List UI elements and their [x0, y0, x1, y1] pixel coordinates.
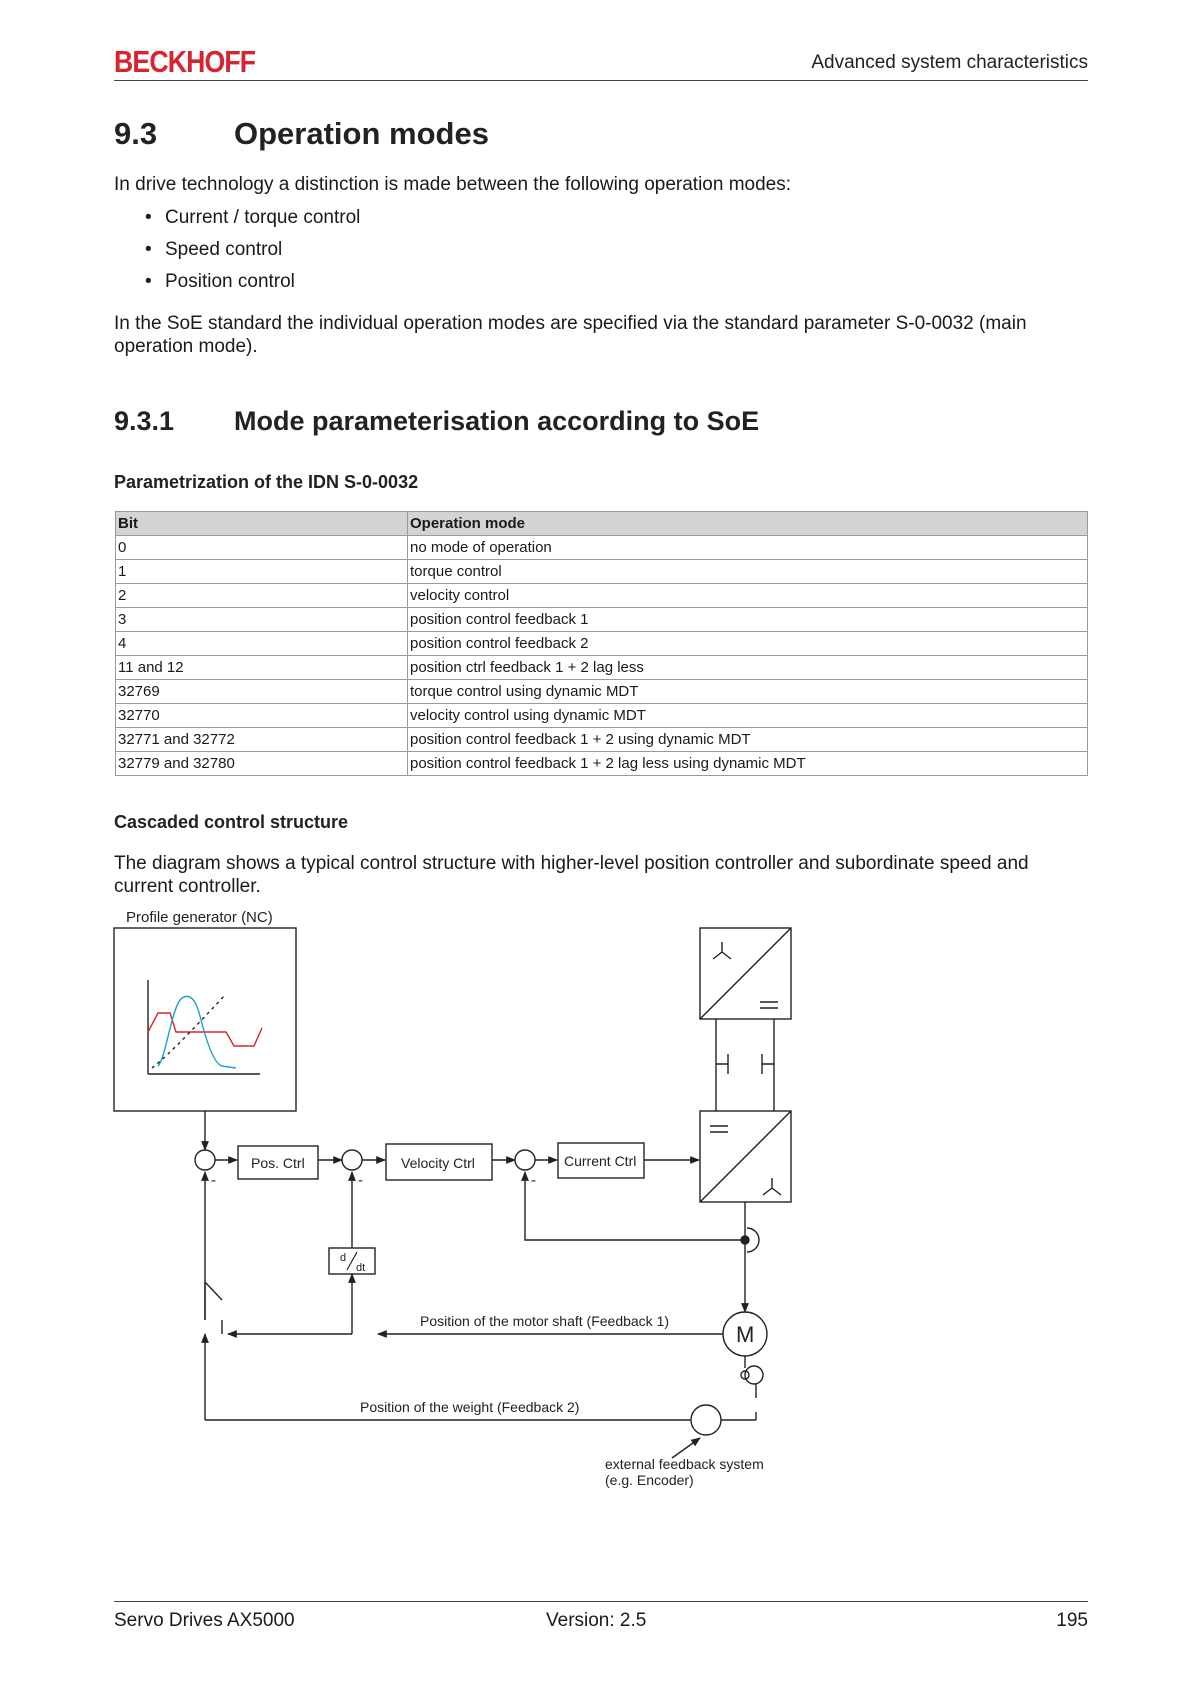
header-title: Advanced system characteristics [811, 52, 1088, 73]
external-feedback-label-1: external feedback system [605, 1456, 764, 1472]
column-header-bit: Bit [116, 512, 408, 536]
table-header-row [116, 512, 1088, 536]
subsection-heading [114, 406, 759, 437]
derivative-d: d [340, 1252, 347, 1264]
table-row [116, 728, 1088, 752]
idn-parameter-table [115, 511, 1088, 776]
footer-rule [114, 1601, 1088, 1602]
cell-mode: position ctrl feedback 1 + 2 lag less [408, 656, 1088, 680]
cell-bit: 1 [116, 560, 408, 584]
table-row [116, 632, 1088, 656]
current-ctrl-label: Current Ctrl [564, 1153, 637, 1169]
feedback-switch [205, 1282, 222, 1300]
minus-sign-velocity: - [358, 1172, 363, 1189]
column-header-mode: Operation mode [408, 512, 1088, 536]
table-row [116, 704, 1088, 728]
soe-paragraph: In the SoE standard the individual operation modes are specified via the standard parameter S-0-0032 (main operation mode). [114, 313, 1027, 357]
derivative-dt: dt [356, 1262, 366, 1274]
cell-mode: position control feedback 2 [408, 632, 1088, 656]
section-heading [114, 116, 489, 152]
velocity-summing-junction [342, 1150, 362, 1170]
encoder-coupling [745, 1366, 763, 1384]
profile-graph [148, 980, 262, 1074]
position-summing-junction [195, 1150, 215, 1170]
cell-mode: velocity control using dynamic MDT [408, 704, 1088, 728]
list-item: • Position control [114, 271, 360, 303]
cell-mode: position control feedback 1 [408, 608, 1088, 632]
beckhoff-logo: BECKHOFF [114, 44, 256, 79]
header-rule [114, 80, 1088, 81]
cell-bit: 0 [116, 536, 408, 560]
table-row [116, 536, 1088, 560]
table-row [116, 608, 1088, 632]
capacitor-left [716, 1054, 728, 1074]
profile-generator-label: Profile generator (NC) [126, 909, 273, 926]
cell-bit: 32779 and 32780 [116, 752, 408, 776]
cell-mode: position control feedback 1 + 2 lag less using dynamic MDT [408, 752, 1088, 776]
cell-mode: position control feedback 1 + 2 using dynamic MDT [408, 728, 1088, 752]
list-item: • Speed control [114, 239, 360, 271]
subsection-title: Mode parameterisation according to SoE [234, 406, 760, 436]
current-summing-junction [515, 1150, 535, 1170]
param-table-heading: Parametrization of the IDN S-0-0032 [114, 472, 419, 492]
table-row [116, 656, 1088, 680]
cell-bit: 2 [116, 584, 408, 608]
velocity-ctrl-label: Velocity Ctrl [401, 1155, 475, 1171]
external-encoder [691, 1405, 721, 1435]
motor-label: M [736, 1322, 755, 1347]
table-row [116, 560, 1088, 584]
cell-bit: 32769 [116, 680, 408, 704]
cell-bit: 3 [116, 608, 408, 632]
table-row [116, 680, 1088, 704]
cell-mode: velocity control [408, 584, 1088, 608]
cascade-paragraph: The diagram shows a typical control structure with higher-level position controller and subordinate speed and current controller. [114, 853, 1029, 897]
footer-page-number: 195 [1056, 1610, 1088, 1631]
feedback2-label: Position of the weight (Feedback 2) [360, 1399, 580, 1415]
cell-mode: no mode of operation [408, 536, 1088, 560]
operation-modes-list [114, 207, 360, 303]
section-title: Operation modes [234, 116, 489, 151]
section-number: 9.3 [114, 116, 158, 151]
cascaded-control-diagram [0, 900, 1191, 1500]
list-item: • Current / torque control [114, 207, 360, 239]
cell-bit: 4 [116, 632, 408, 656]
capacitor-right [762, 1054, 774, 1074]
minus-sign-current: - [531, 1172, 536, 1189]
table-row [116, 584, 1088, 608]
cell-bit: 11 and 12 [116, 656, 408, 680]
minus-sign-position: - [211, 1172, 216, 1189]
feedback1-label: Position of the motor shaft (Feedback 1) [420, 1313, 670, 1329]
cell-bit: 32770 [116, 704, 408, 728]
cascade-heading: Cascaded control structure [114, 812, 349, 832]
cell-bit: 32771 and 32772 [116, 728, 408, 752]
table-row [116, 752, 1088, 776]
footer-version: Version: 2.5 [546, 1610, 647, 1631]
footer-product: Servo Drives AX5000 [114, 1610, 295, 1631]
cell-mode: torque control using dynamic MDT [408, 680, 1088, 704]
subsection-number: 9.3.1 [114, 406, 175, 436]
pos-ctrl-label: Pos. Ctrl [251, 1155, 305, 1171]
profile-generator-box [114, 928, 296, 1111]
external-feedback-label-2: (e.g. Encoder) [605, 1472, 694, 1488]
intro-paragraph: In drive technology a distinction is made between the following operation modes: [114, 174, 792, 195]
cell-mode: torque control [408, 560, 1088, 584]
